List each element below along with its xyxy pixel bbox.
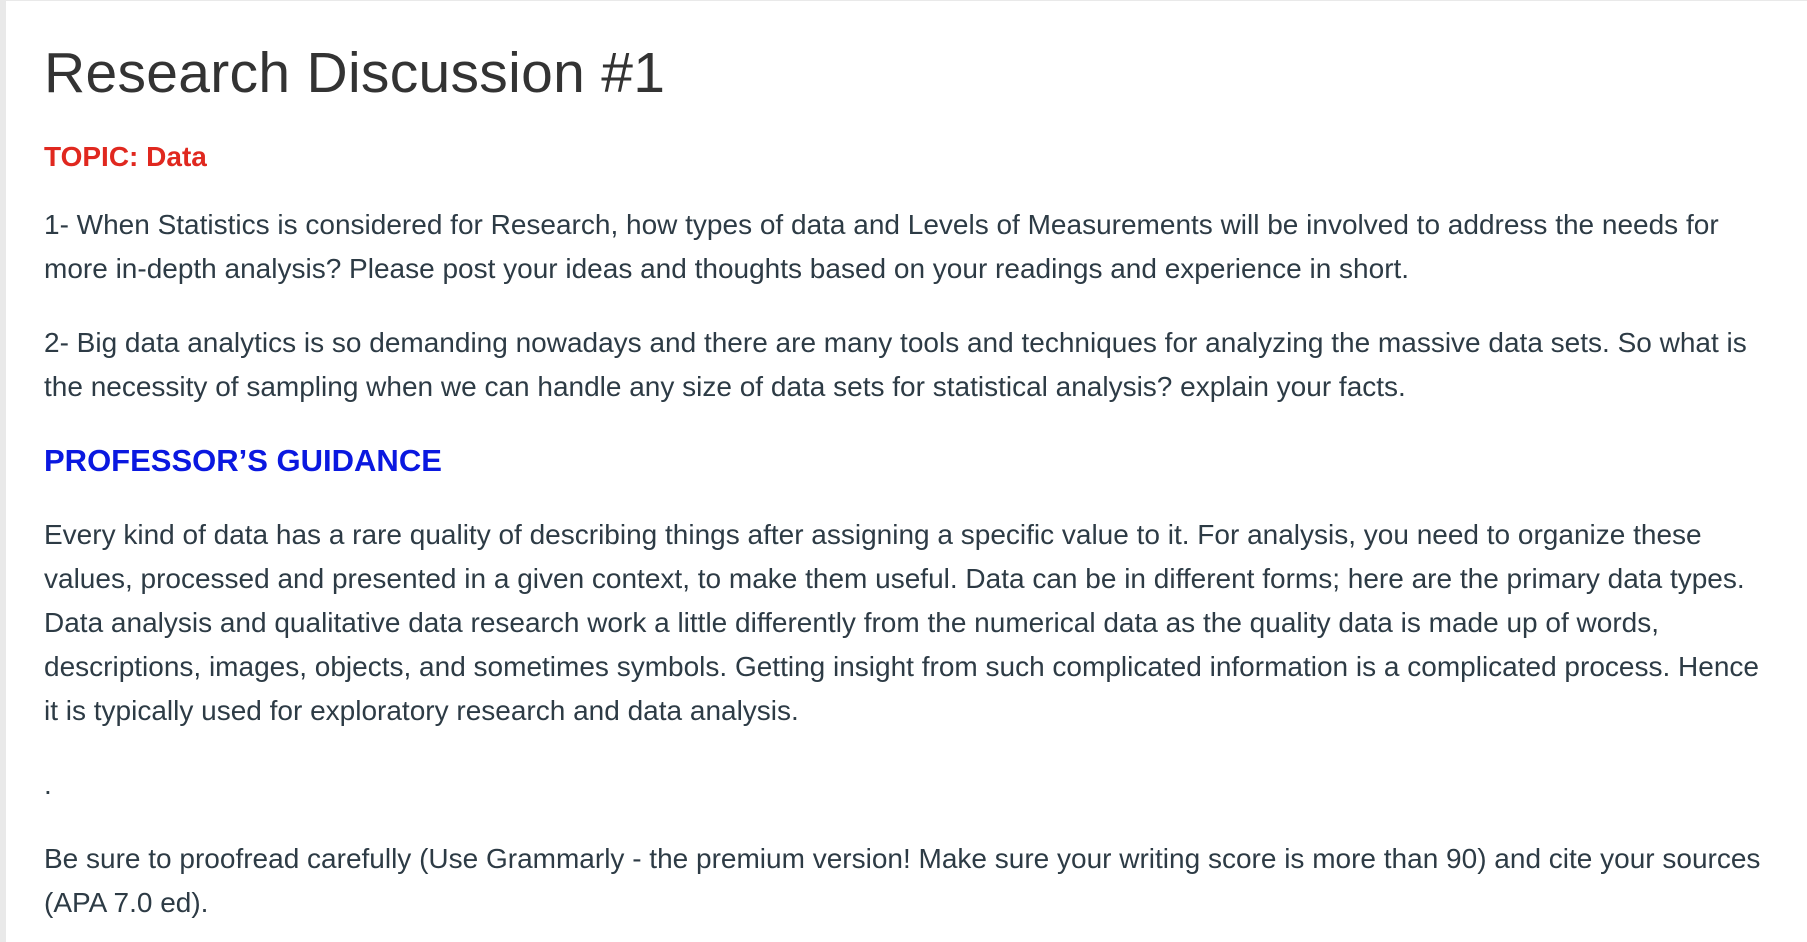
topic-label: TOPIC: Data xyxy=(44,141,207,172)
guidance-heading: PROFESSOR’S GUIDANCE xyxy=(44,443,442,478)
separator-dot: . xyxy=(44,769,52,800)
question-1: 1- When Statistics is considered for Research, how types of data and Levels of Measurements will be involved to address the needs for more in-depth analysis? Please post your ideas and thoughts based on your readings and experience in short. xyxy=(44,209,1719,284)
discussion-content xyxy=(44,1,1774,925)
proofread-note: Be sure to proofread carefully (Use Grammarly - the premium version! Make sure your writing score is more than 90) and cite your sources (APA 7.0 ed). xyxy=(44,843,1761,918)
page-title: Research Discussion #1 xyxy=(44,41,666,105)
guidance-text: Every kind of data has a rare quality of describing things after assigning a specific value to it. For analysis, you need to organize these values, processed and presented in a given context, to make them useful. Data can be in different forms; here are the primary data types. Data analysis and qualitative data research work a little differently from the numerical data as the quality data is made up of words, descriptions, images, objects, and sometimes symbols. Getting insight from such complicated information is a complicated process. Hence it is typically used for exploratory research and data analysis. xyxy=(44,519,1759,726)
question-2: 2- Big data analytics is so demanding nowadays and there are many tools and techniques for analyzing the massive data sets. So what is the necessity of sampling when we can handle any size of data sets for statistical analysis? explain your facts. xyxy=(44,327,1747,402)
